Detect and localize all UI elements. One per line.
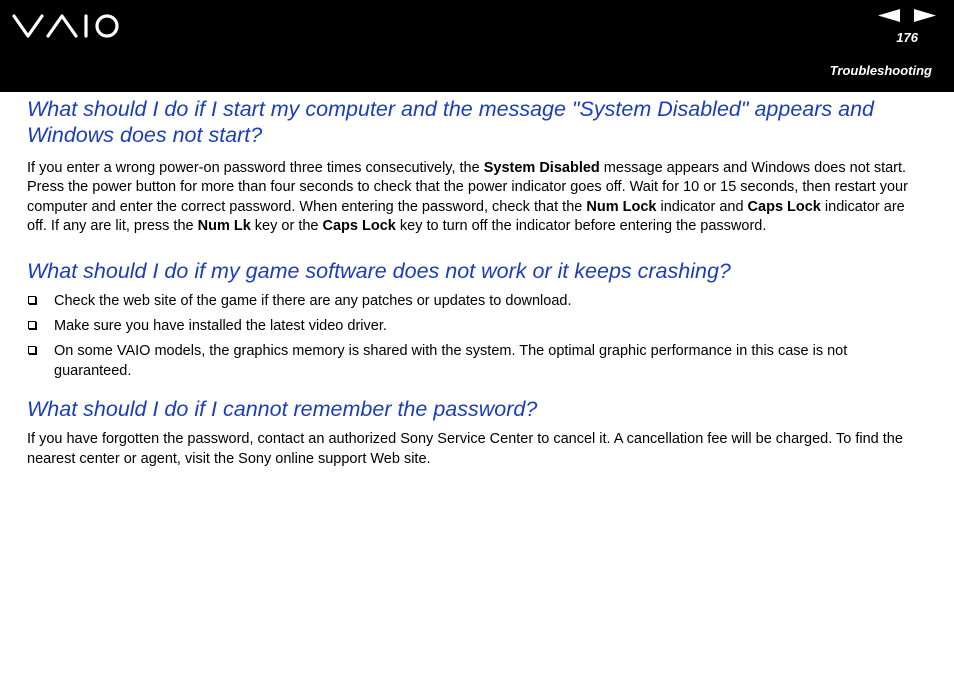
list-item-text: Make sure you have installed the latest video driver. xyxy=(54,318,387,335)
bullet-list-game-software xyxy=(27,292,927,382)
vaio-logo xyxy=(12,12,120,40)
bold-term: Num Lock xyxy=(586,198,657,215)
text-run: If you enter a wrong power-on password three times consecutively, the xyxy=(27,160,484,176)
answer-paragraph-forgot-password: If you have forgotten the password, contact an authorized Sony Service Center to cancel it. A cancellation fee will be charged. To find the nearest center or agent, visit the Sony online support Web site. xyxy=(27,431,903,467)
text-run: key to turn off the indicator before entering the password. xyxy=(395,218,767,235)
page-number: 176 xyxy=(896,30,918,45)
text-run: indicator are off. If any are lit, press the xyxy=(27,198,905,235)
text-run: key or the xyxy=(250,218,323,235)
question-heading-forgot-password: What should I do if I cannot remember the password? xyxy=(27,397,538,422)
page-header xyxy=(0,0,954,92)
text-run: indicator and xyxy=(656,198,748,215)
list-item-text: On some VAIO models, the graphics memory is shared with the system. The optimal graphic performance in this case is not guaranteed. xyxy=(54,343,848,379)
question-heading-game-software: What should I do if my game software does not work or it keeps crashing? xyxy=(27,258,731,283)
checkbox-bullet-icon xyxy=(28,321,36,329)
list-item-text: Check the web site of the game if there are any patches or updates to download. xyxy=(54,292,572,309)
bold-term: Caps Lock xyxy=(322,218,396,235)
main-content xyxy=(27,96,927,469)
checkbox-bullet-icon xyxy=(28,346,36,354)
list-item xyxy=(27,292,927,311)
question-heading-system-disabled: What should I do if I start my computer and the message "System Disabled" appears and Windows does not start? xyxy=(27,97,875,147)
previous-page-icon[interactable] xyxy=(878,9,900,22)
answer-paragraph-system-disabled xyxy=(27,159,927,237)
next-page-icon[interactable] xyxy=(914,9,936,22)
bold-term: Num Lk xyxy=(197,218,251,235)
bold-term: Caps Lock xyxy=(747,198,821,215)
list-item xyxy=(27,342,927,381)
bold-term: System Disabled xyxy=(483,160,600,176)
list-item xyxy=(27,317,927,336)
text-run: message appears and Windows does not start. Press the power button for more than four seconds to check that the power indicator goes off. Wait for 10 or 15 seconds, then restart your computer and enter the correct password. When entering the password, check that the xyxy=(27,160,908,215)
section-title: Troubleshooting xyxy=(829,63,932,78)
page-navigation xyxy=(878,9,936,23)
checkbox-bullet-icon xyxy=(28,296,36,304)
